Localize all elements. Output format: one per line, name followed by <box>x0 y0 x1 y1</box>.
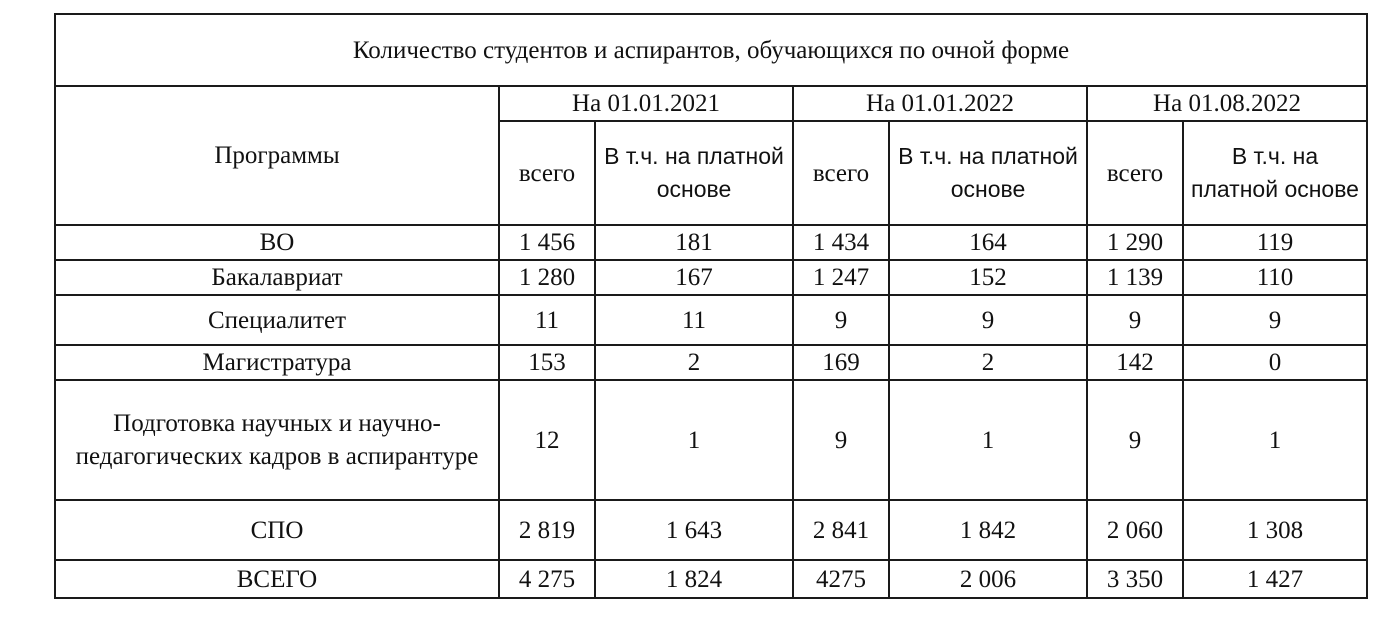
value-cell: 4 275 <box>499 560 595 598</box>
value-cell: 9 <box>889 295 1087 345</box>
program-label: Подготовка научных и научно-педагогических кадров в аспирантуре <box>55 380 499 500</box>
value-cell: 169 <box>793 345 889 380</box>
value-cell: 9 <box>1087 380 1183 500</box>
value-cell: 4275 <box>793 560 889 598</box>
value-cell: 2 006 <box>889 560 1087 598</box>
value-cell: 11 <box>595 295 793 345</box>
value-cell: 153 <box>499 345 595 380</box>
value-cell: 119 <box>1183 225 1367 260</box>
value-cell: 3 350 <box>1087 560 1183 598</box>
table-row <box>55 260 1367 295</box>
value-cell: 2 841 <box>793 500 889 560</box>
value-cell: 2 060 <box>1087 500 1183 560</box>
subheader-paid: В т.ч. на платной основе <box>889 121 1087 225</box>
table-row <box>55 380 1367 500</box>
value-cell: 1 <box>889 380 1087 500</box>
subheader-total: всего <box>499 121 595 225</box>
value-cell: 110 <box>1183 260 1367 295</box>
value-cell: 164 <box>889 225 1087 260</box>
value-cell: 2 <box>889 345 1087 380</box>
program-label: Магистратура <box>55 345 499 380</box>
students-table <box>54 13 1368 599</box>
value-cell: 9 <box>1183 295 1367 345</box>
students-table-container <box>54 13 1366 599</box>
value-cell: 9 <box>1087 295 1183 345</box>
programs-header: Программы <box>55 86 499 225</box>
subheader-total: всего <box>1087 121 1183 225</box>
subheader-total: всего <box>793 121 889 225</box>
program-label: Бакалавриат <box>55 260 499 295</box>
subheader-paid: В т.ч. на платной основе <box>595 121 793 225</box>
value-cell: 0 <box>1183 345 1367 380</box>
value-cell: 1 824 <box>595 560 793 598</box>
table-row <box>55 345 1367 380</box>
value-cell: 1 <box>595 380 793 500</box>
value-cell: 2 <box>595 345 793 380</box>
value-cell: 1 427 <box>1183 560 1367 598</box>
value-cell: 167 <box>595 260 793 295</box>
table-row <box>55 500 1367 560</box>
period-header-2021: На 01.01.2021 <box>499 86 793 121</box>
value-cell: 181 <box>595 225 793 260</box>
table-title: Количество студентов и аспирантов, обучающихся по очной форме <box>55 14 1367 86</box>
subheader-paid: В т.ч. на платной основе <box>1183 121 1367 225</box>
value-cell: 1 280 <box>499 260 595 295</box>
program-label: ВСЕГО <box>55 560 499 598</box>
value-cell: 11 <box>499 295 595 345</box>
value-cell: 12 <box>499 380 595 500</box>
value-cell: 9 <box>793 380 889 500</box>
value-cell: 2 819 <box>499 500 595 560</box>
value-cell: 1 456 <box>499 225 595 260</box>
value-cell: 1 842 <box>889 500 1087 560</box>
value-cell: 1 290 <box>1087 225 1183 260</box>
value-cell: 1 308 <box>1183 500 1367 560</box>
value-cell: 142 <box>1087 345 1183 380</box>
table-row <box>55 295 1367 345</box>
value-cell: 152 <box>889 260 1087 295</box>
program-label: СПО <box>55 500 499 560</box>
value-cell: 1 434 <box>793 225 889 260</box>
table-row <box>55 225 1367 260</box>
value-cell: 1 247 <box>793 260 889 295</box>
table-row <box>55 560 1367 598</box>
program-label: ВО <box>55 225 499 260</box>
value-cell: 9 <box>793 295 889 345</box>
period-header-2022-jan: На 01.01.2022 <box>793 86 1087 121</box>
program-label: Специалитет <box>55 295 499 345</box>
value-cell: 1 <box>1183 380 1367 500</box>
period-header-2022-aug: На 01.08.2022 <box>1087 86 1367 121</box>
value-cell: 1 643 <box>595 500 793 560</box>
value-cell: 1 139 <box>1087 260 1183 295</box>
